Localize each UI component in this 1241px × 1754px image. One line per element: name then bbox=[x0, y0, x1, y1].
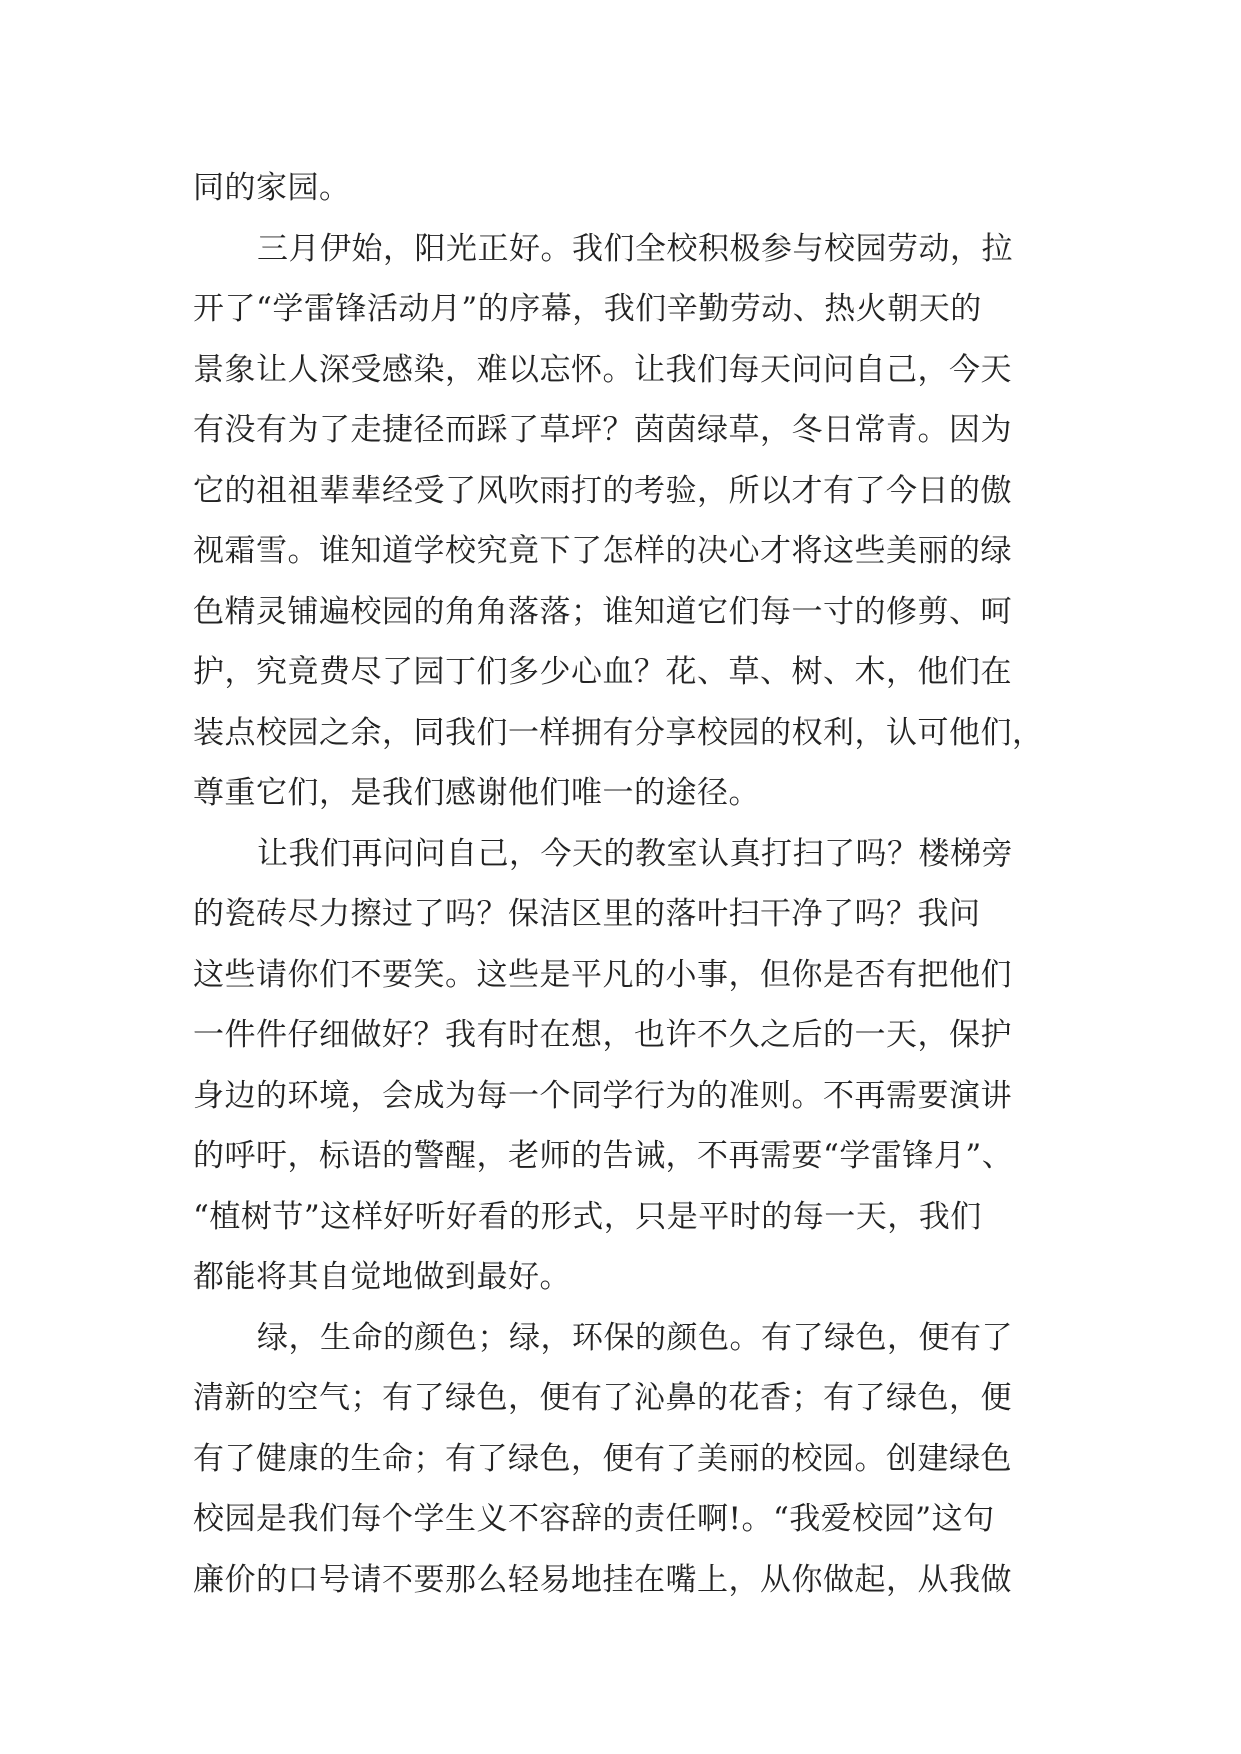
text-line: 都能将其自觉地做到最好。 bbox=[193, 1259, 571, 1295]
text-line: 景象让人深受感染，难以忘怀。让我们每天问问自己，今天 bbox=[193, 351, 1012, 388]
text-line: 廉价的口号请不要那么轻易地挂在嘴上，从你做起，从我做 bbox=[193, 1561, 1012, 1598]
text-line: 这些请你们不要笑。这些是平凡的小事，但你是否有把他们 bbox=[193, 956, 1012, 993]
text-line: 开了“学雷锋活动月”的序幕，我们辛勤劳动、热火朝天的 bbox=[193, 291, 982, 327]
paragraph-first-line: 让我们再问问自己，今天的教室认真打扫了吗？楼梯旁 bbox=[257, 835, 1013, 872]
paragraph-first-line: 绿，生命的颜色；绿，环保的颜色。有了绿色，便有了 bbox=[257, 1319, 1013, 1356]
text-line: 校园是我们每个学生义不容辞的责任啊!。“我爱校园”这句 bbox=[193, 1501, 995, 1537]
paragraph-first-line: 三月伊始，阳光正好。我们全校积极参与校园劳动，拉 bbox=[257, 230, 1013, 267]
text-line: 视霜雪。谁知道学校究竟下了怎样的决心才将这些美丽的绿 bbox=[193, 533, 1012, 569]
text-line: 有了健康的生命；有了绿色，便有了美丽的校园。创建绿色 bbox=[193, 1440, 1012, 1477]
text-line: 它的祖祖辈辈经受了风吹雨打的考验，所以才有了今日的傲 bbox=[193, 472, 1012, 509]
text-line: 的瓷砖尽力擦过了吗？保洁区里的落叶扫干净了吗？我问 bbox=[193, 896, 981, 932]
text-line: 一件件仔细做好？我有时在想，也许不久之后的一天，保护 bbox=[193, 1017, 1012, 1053]
text-line: 同的家园。 bbox=[193, 170, 351, 206]
text-line: 护，究竟费尽了园丁们多少心血？花、草、树、木，他们在 bbox=[193, 654, 1012, 690]
text-line: “植树节”这样好听好看的形式，只是平时的每一天，我们 bbox=[193, 1198, 982, 1235]
text-line: 色精灵铺遍校园的角角落落；谁知道它们每一寸的修剪、呵 bbox=[193, 593, 1012, 630]
text-line: 清新的空气；有了绿色，便有了沁鼻的花香；有了绿色，便 bbox=[193, 1380, 1012, 1416]
text-line: 有没有为了走捷径而踩了草坪？茵茵绿草，冬日常青。因为 bbox=[193, 412, 1012, 448]
text-line: 的呼吁，标语的警醒，老师的告诫，不再需要“学雷锋月”、 bbox=[193, 1138, 1014, 1174]
text-line: 装点校园之余，同我们一样拥有分享校园的权利，认可他们， bbox=[193, 714, 1044, 751]
text-line: 身边的环境，会成为每一个同学行为的准则。不再需要演讲 bbox=[193, 1077, 1012, 1114]
document-body bbox=[193, 158, 1073, 1610]
text-line: 尊重它们，是我们感谢他们唯一的途径。 bbox=[193, 775, 760, 811]
